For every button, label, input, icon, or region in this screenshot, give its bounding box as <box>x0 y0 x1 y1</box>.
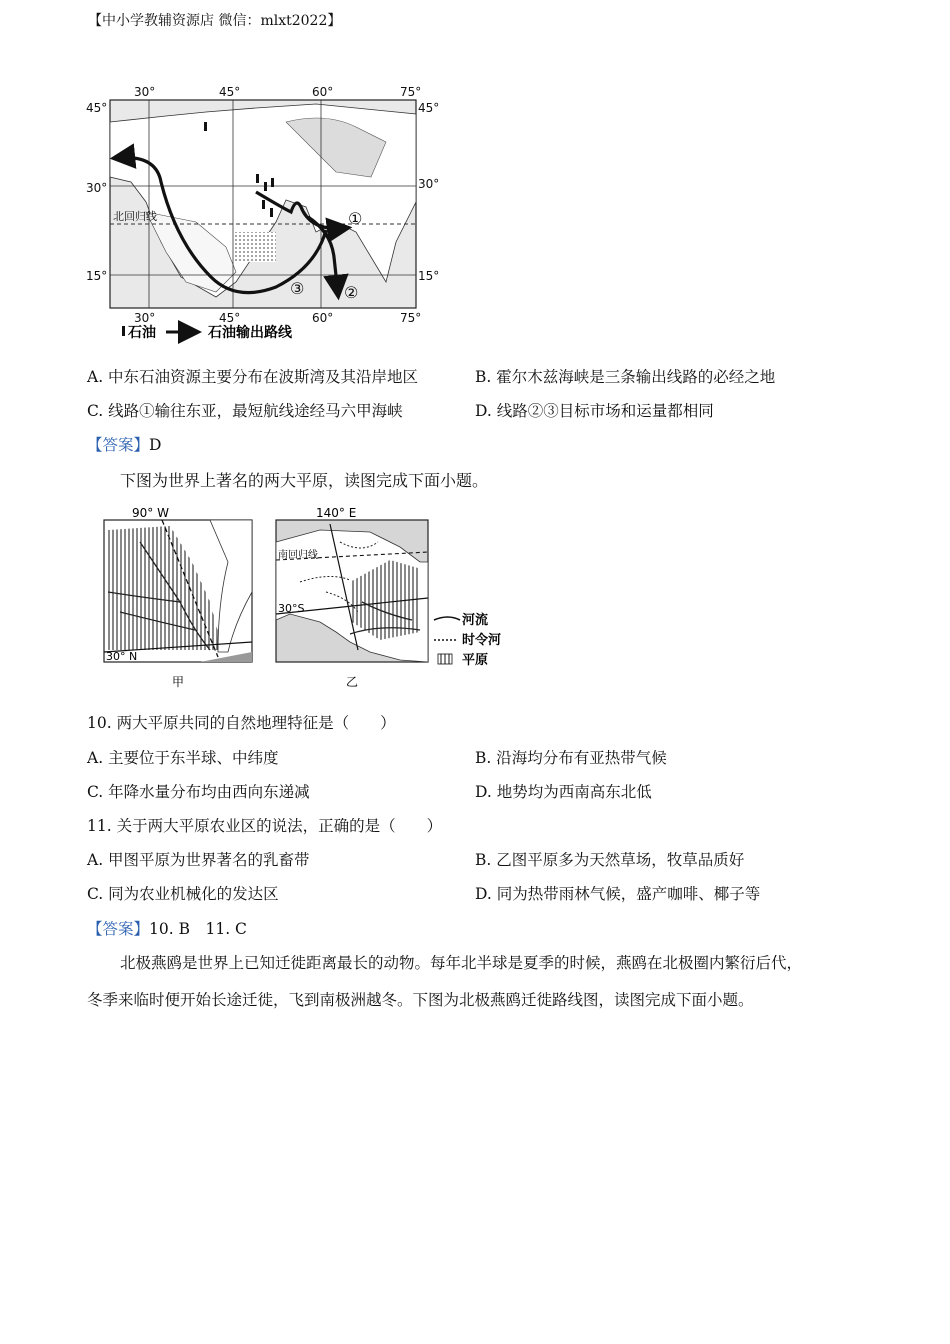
top-tick: 60° <box>312 85 334 99</box>
legend-plain-icon <box>438 654 452 664</box>
answer-value: 10. B 11. C <box>149 920 247 938</box>
q11-option-c: C. 同为农业机械化的发达区 <box>87 885 279 903</box>
left-tick: 15° <box>86 269 108 283</box>
q9-option-b: B. 霍尔木兹海峡是三条输出线路的必经之地 <box>475 368 776 386</box>
q10-option-c: C. 年降水量分布均由西向东递减 <box>87 783 310 801</box>
bottom-tick: 60° <box>312 311 334 325</box>
legend-river-label: 河流 <box>462 613 489 628</box>
q11-option-b: B. 乙图平原多为天然草场，牧草品质好 <box>475 851 745 869</box>
oil-icon <box>262 200 265 209</box>
q9-option-d: D. 线路②③目标市场和运量都相同 <box>475 402 714 420</box>
q10-option-d: D. 地势均为西南高东北低 <box>475 783 652 801</box>
answer-q10-q11 <box>87 917 247 939</box>
jia-caption: 甲 <box>172 675 185 689</box>
oil-icon <box>264 182 267 191</box>
jia-longitude: 90° W <box>132 506 169 520</box>
right-tick: 45° <box>418 101 440 115</box>
q9-option-c: C. 线路①输往东亚，最短航线途经马六甲海峡 <box>87 402 403 420</box>
yi-tropic-label: 南回归线 <box>278 550 318 561</box>
yi-latitude: 30°S <box>278 602 305 615</box>
top-tick: 30° <box>134 85 156 99</box>
yi-longitude: 140° E <box>316 506 357 520</box>
answer-value: D <box>149 436 162 454</box>
q11-option-d: D. 同为热带雨林气候，盛产咖啡、椰子等 <box>475 885 761 903</box>
bottom-tick: 30° <box>134 311 156 325</box>
route-label-2: ② <box>344 283 359 302</box>
q11-stem: 11. 关于两大平原农业区的说法，正确的是（ ） <box>87 817 443 835</box>
q10-option-b: B. 沿海均分布有亚热带气候 <box>475 749 667 767</box>
answer-tag: 【答案】 <box>87 920 150 938</box>
intro-tern-line1: 北极燕鸥是世界上已知迁徙距离最长的动物。每年北半球是夏季的时候，燕鸥在北极圈内繁衍后代， <box>120 954 803 972</box>
top-tick: 45° <box>219 85 241 99</box>
legend-oil-label: 石油 <box>128 325 156 341</box>
q10-stem: 10. 两大平原共同的自然地理特征是（ ） <box>87 714 396 732</box>
oil-icon <box>204 122 207 131</box>
bottom-tick: 45° <box>219 311 241 325</box>
legend-plain-label: 平原 <box>462 653 489 668</box>
bottom-tick: 75° <box>400 311 422 325</box>
route-label-3: ③ <box>290 279 305 298</box>
oil-icon <box>271 178 274 187</box>
tropic-label: 北回归线 <box>113 210 157 223</box>
intro-tern-line2: 冬季来临时便开始长途迁徙，飞到南极洲越冬。下图为北极燕鸥迁徙路线图，读图完成下面小题。 <box>87 991 754 1009</box>
answer-tag: 【答案】 <box>87 436 150 454</box>
left-tick: 45° <box>86 101 108 115</box>
oil-icon <box>270 208 273 217</box>
plains-map <box>100 502 520 694</box>
legend-oil-icon <box>122 326 125 336</box>
answer-q9 <box>87 433 161 455</box>
left-tick: 30° <box>86 181 108 195</box>
page-header: 【中小学教辅资源店 微信：mlxt2022】 <box>88 13 342 29</box>
right-tick: 15° <box>418 269 440 283</box>
legend-seasonal-river-label: 时令河 <box>462 633 502 648</box>
q10-option-a: A. 主要位于东半球、中纬度 <box>87 749 279 767</box>
top-tick: 75° <box>400 85 422 99</box>
q11-option-a: A. 甲图平原为世界著名的乳畜带 <box>87 851 310 869</box>
oil-route-map <box>86 82 446 344</box>
jia-latitude: 30° N <box>106 650 138 663</box>
legend-river-icon <box>434 617 460 620</box>
q9-option-a: A. 中东石油资源主要分布在波斯湾及其沿岸地区 <box>87 368 419 386</box>
legend-route-label: 石油输出路线 <box>208 325 292 341</box>
yi-caption: 乙 <box>346 675 359 689</box>
intro-plains: 下图为世界上著名的两大平原，读图完成下面小题。 <box>120 471 489 490</box>
right-tick: 30° <box>418 177 440 191</box>
route-label-1: ① <box>348 209 363 228</box>
oil-icon <box>256 174 259 183</box>
